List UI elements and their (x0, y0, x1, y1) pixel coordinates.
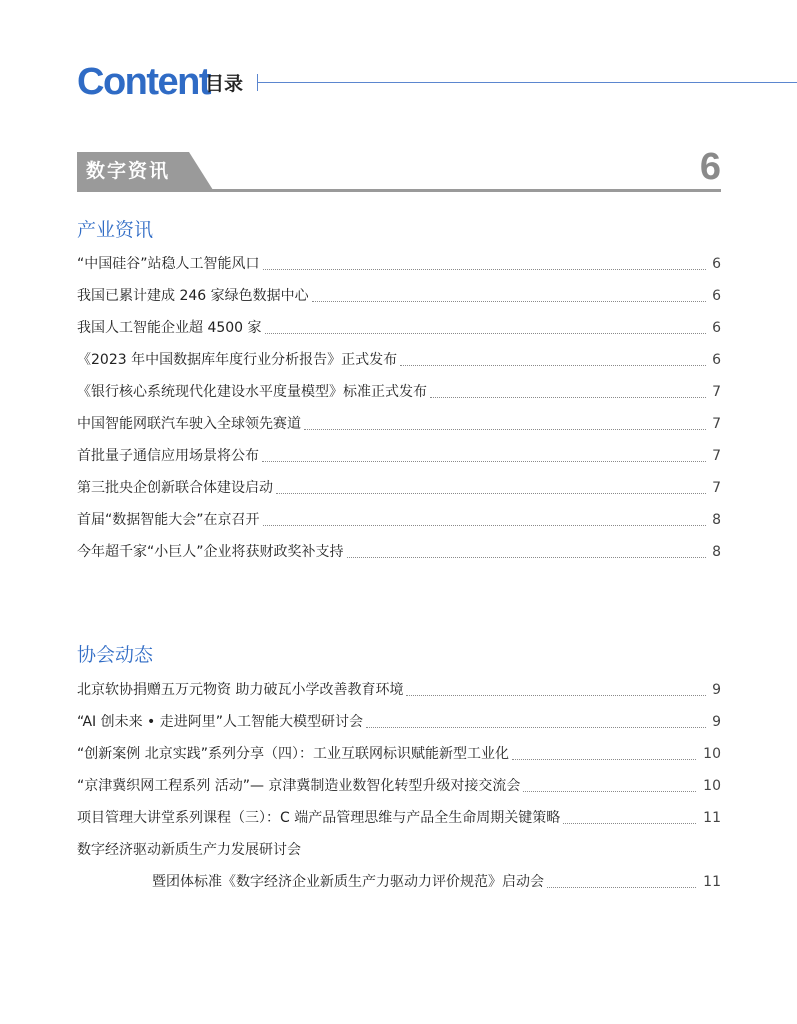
toc-entry[interactable] (77, 446, 721, 478)
group-title-industry: 产业资讯 (77, 219, 154, 241)
toc-entry-title: 中国智能网联汽车驶入全球领先赛道 (77, 416, 301, 432)
section-rule (77, 189, 721, 192)
toc-entry-page: 8 (712, 512, 721, 528)
toc-entry-title: “创新案例 北京实践”系列分享（四）：工业互联网标识赋能新型工业化 (77, 746, 509, 762)
dot-leader (263, 513, 706, 526)
toc-entry-title: 《银行核心系统现代化建设水平度量模型》标准正式发布 (77, 384, 427, 400)
toc-entry[interactable] (77, 840, 721, 872)
toc-entry-page: 6 (712, 352, 721, 368)
toc-list-industry (77, 254, 721, 574)
toc-entry-title: 我国已累计建成 246 家绿色数据中心 (77, 288, 309, 304)
toc-entry[interactable] (77, 542, 721, 574)
toc-entry-title: 今年超千家“小巨人”企业将获财政奖补支持 (77, 544, 344, 560)
toc-entry[interactable] (77, 318, 721, 350)
dot-leader (430, 385, 706, 398)
toc-entry-page: 7 (712, 416, 721, 432)
toc-entry-page: 11 (703, 810, 721, 826)
toc-entry-page: 6 (712, 288, 721, 304)
dot-leader (262, 449, 706, 462)
dot-leader (312, 289, 706, 302)
toc-entry[interactable] (77, 382, 721, 414)
dot-leader (523, 779, 696, 792)
section-label: 数字资讯 (86, 160, 171, 182)
group-title-association: 协会动态 (77, 644, 154, 666)
toc-entry-title: 第三批央企创新联合体建设启动 (77, 480, 273, 496)
toc-entry-page: 7 (712, 384, 721, 400)
dot-leader (276, 481, 706, 494)
toc-entry-title: “AI 创未来 • 走进阿里”人工智能大模型研讨会 (77, 714, 364, 730)
toc-entry-title: 首届“数据智能大会”在京召开 (77, 512, 260, 528)
dot-leader (406, 683, 706, 696)
toc-entry-page: 7 (712, 480, 721, 496)
dot-leader (304, 417, 706, 430)
toc-entry-title: 北京软协捐赠五万元物资 助力破瓦小学改善教育环境 (77, 682, 404, 698)
dot-leader (263, 257, 706, 270)
toc-entry[interactable] (77, 510, 721, 542)
toc-entry[interactable] (77, 350, 721, 382)
toc-entry[interactable] (77, 744, 721, 776)
toc-entry-page: 8 (712, 544, 721, 560)
toc-list-association (77, 680, 721, 904)
dot-leader (512, 747, 696, 760)
dot-leader (563, 811, 696, 824)
toc-entry-title: 我国人工智能企业超 4500 家 (77, 320, 262, 336)
toc-entry-title: “京津冀织网工程系列 活动”— 京津冀制造业数智化转型升级对接交流会 (77, 778, 521, 794)
toc-entry[interactable] (77, 478, 721, 510)
toc-entry-title: 项目管理大讲堂系列课程（三）：C 端产品管理思维与产品全生命周期关键策略 (77, 810, 561, 826)
section-page-number: 6 (699, 146, 721, 188)
header-subtitle: 目录 (205, 73, 244, 95)
toc-entry-page: 10 (703, 778, 721, 794)
toc-entry-page: 10 (703, 746, 721, 762)
toc-entry-page: 6 (712, 256, 721, 272)
toc-entry-page: 6 (712, 320, 721, 336)
toc-entry-title: 数字经济驱动新质生产力发展研讨会 (77, 842, 301, 858)
toc-entry-page: 9 (712, 682, 721, 698)
toc-entry[interactable] (77, 286, 721, 318)
header-title: Content (77, 61, 211, 103)
toc-entry-page: 7 (712, 448, 721, 464)
dot-leader (366, 715, 706, 728)
toc-entry-title: 首批量子通信应用场景将公布 (77, 448, 259, 464)
toc-entry-page: 11 (703, 874, 721, 890)
toc-entry[interactable] (77, 808, 721, 840)
toc-header (77, 60, 797, 106)
toc-entry-title: 暨团体标准《数字经济企业新质生产力驱动力评价规范》启动会 (152, 874, 544, 890)
section-band (77, 146, 721, 192)
dot-leader (265, 321, 706, 334)
toc-entry[interactable] (77, 414, 721, 446)
toc-entry-page: 9 (712, 714, 721, 730)
toc-entry-title: “中国硅谷”站稳人工智能风口 (77, 256, 260, 272)
dot-leader (347, 545, 706, 558)
toc-entry[interactable] (77, 872, 721, 904)
dot-leader (400, 353, 706, 366)
header-rule (257, 82, 797, 83)
toc-entry[interactable] (77, 776, 721, 808)
toc-entry[interactable] (77, 254, 721, 286)
toc-entry[interactable] (77, 712, 721, 744)
toc-entry-title: 《2023 年中国数据库年度行业分析报告》正式发布 (77, 352, 398, 368)
dot-leader (547, 875, 696, 888)
toc-entry[interactable] (77, 680, 721, 712)
